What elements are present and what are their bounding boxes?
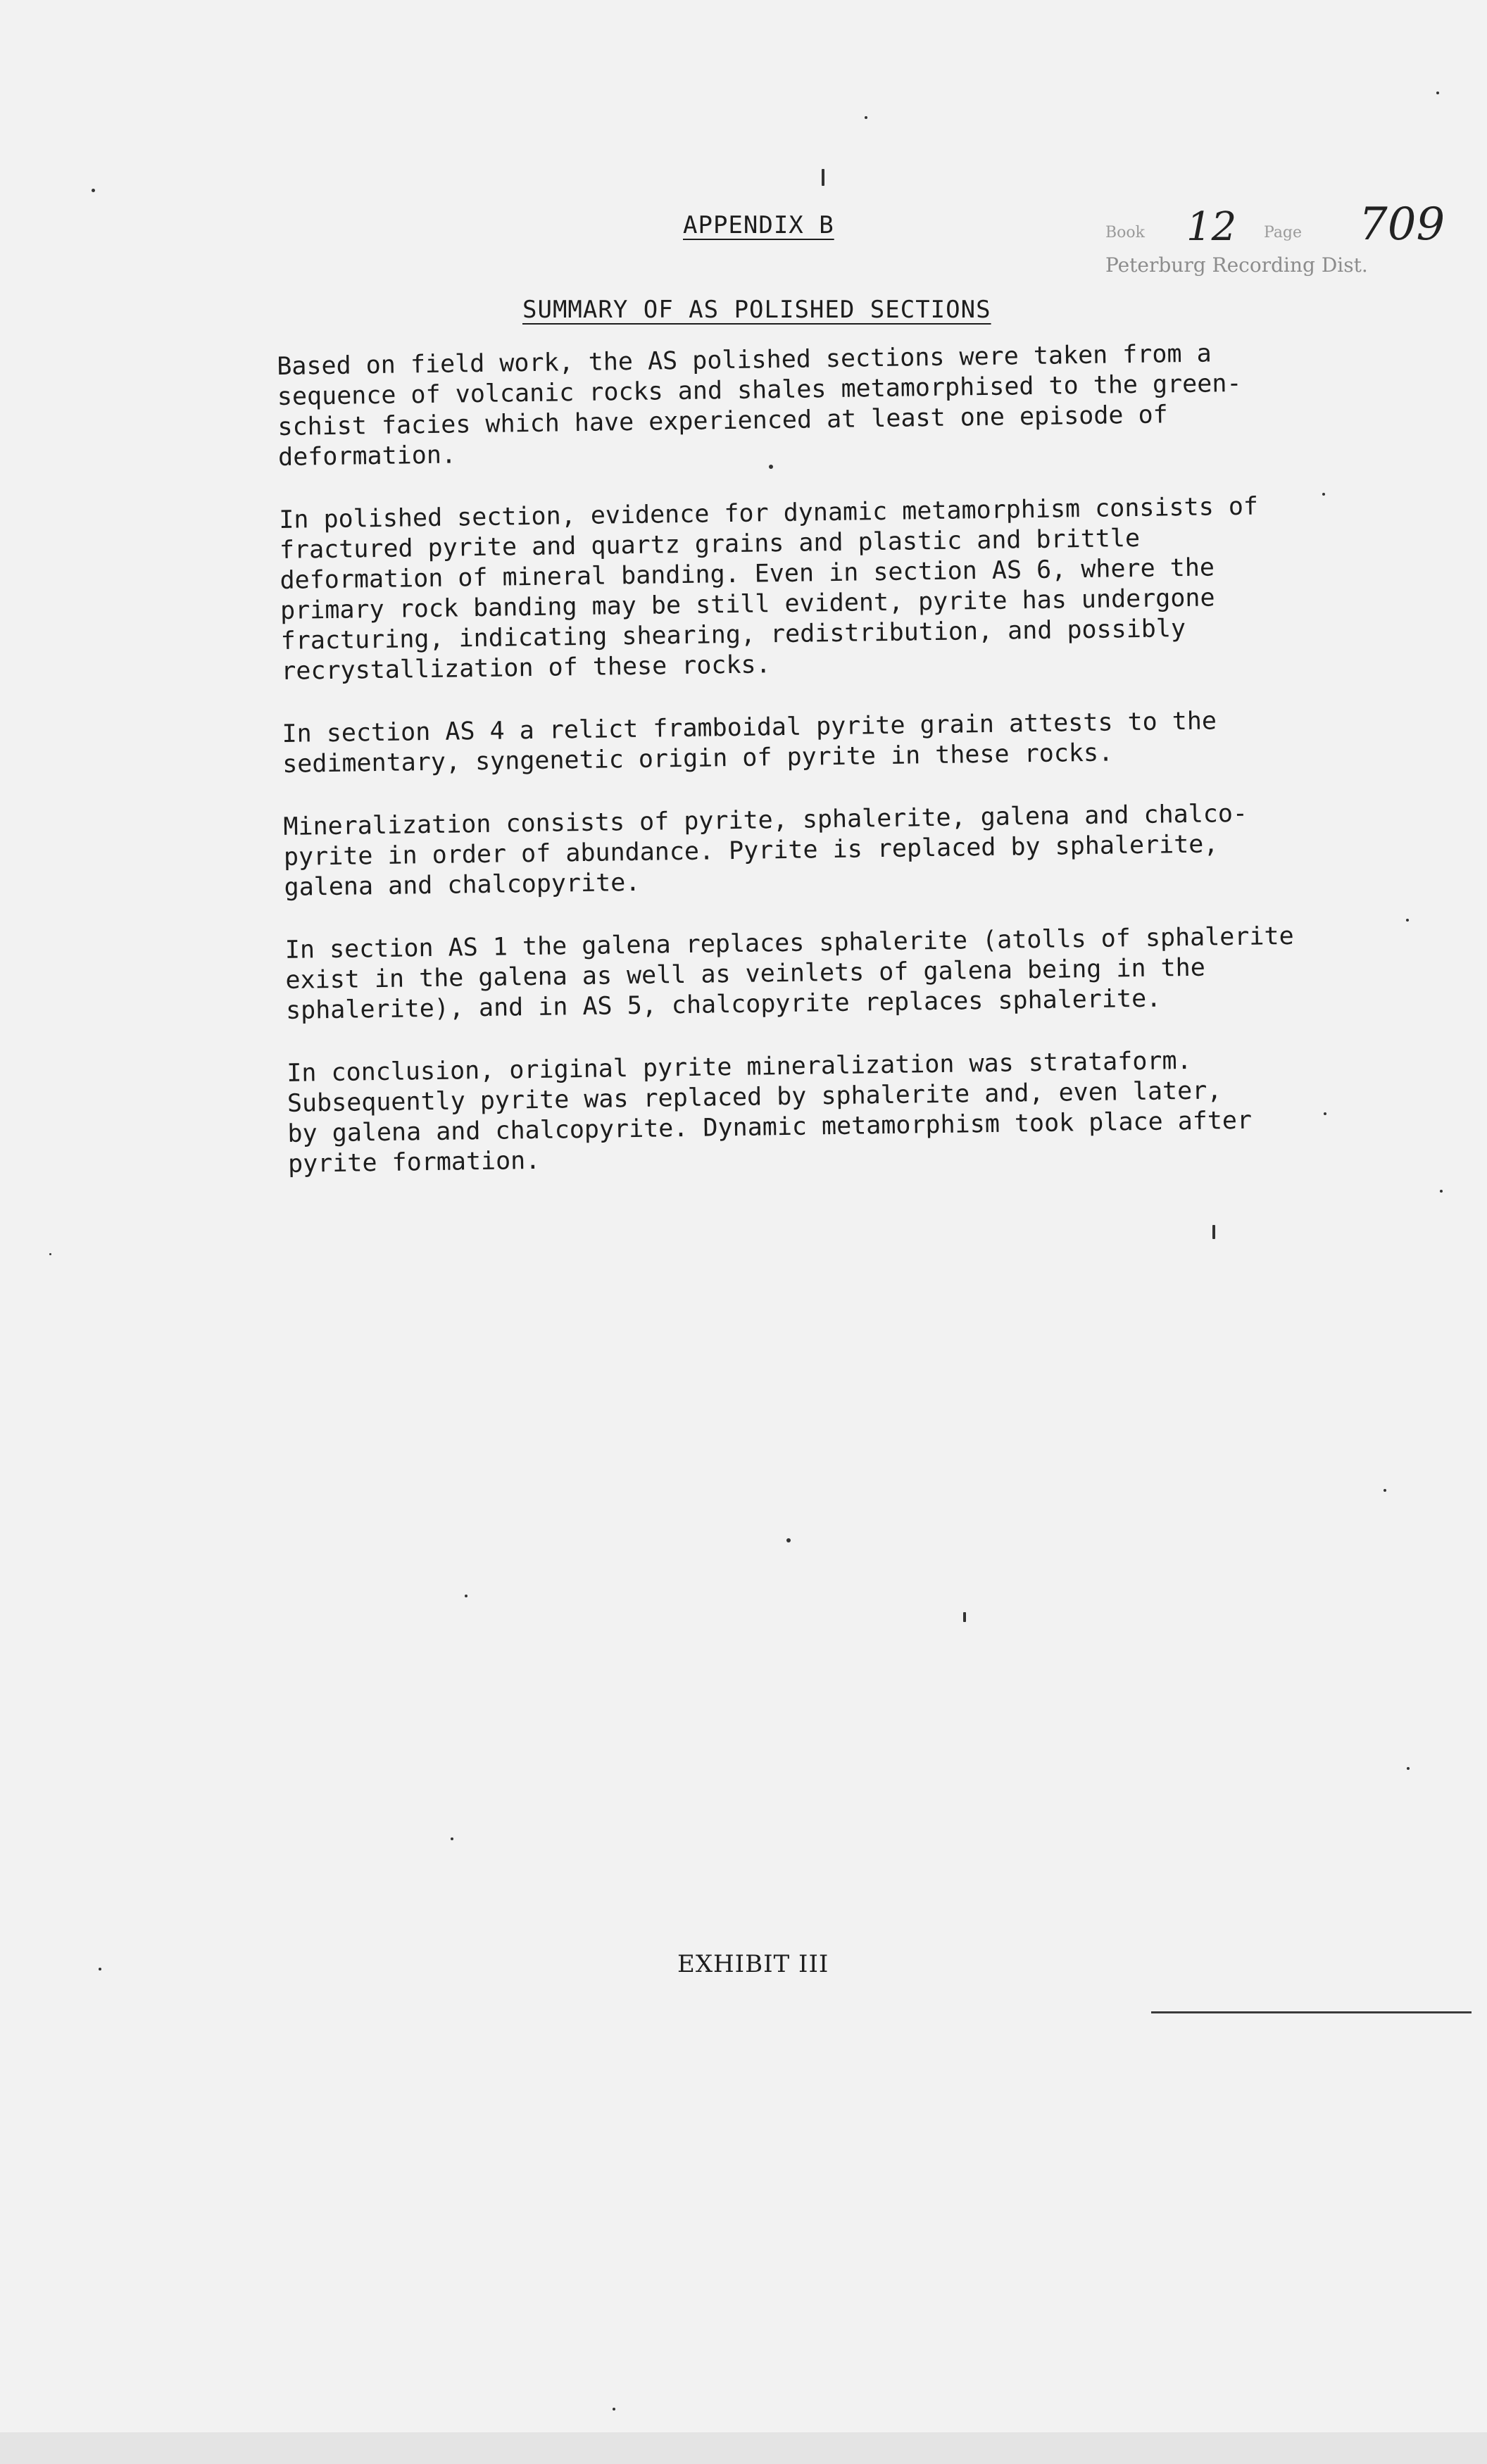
- stamp-book-number: 12: [1186, 204, 1237, 250]
- scan-speck: [1440, 1190, 1443, 1193]
- scan-speck: [451, 1837, 453, 1840]
- stamp-page-label: Page: [1264, 224, 1303, 241]
- scan-speck: [92, 189, 95, 192]
- stamp-page-number: 709: [1359, 199, 1445, 251]
- paragraph-field-work: Based on field work, the AS polished sections were taken from a sequence of volcanic rocks and shales metamorphised to the green- schist facies which have experienced at least one episode of deformation.: [277, 339, 1242, 472]
- paragraph-conclusion: In conclusion, original pyrite mineralization was strataform. Subsequently pyrite was replaced by sphalerite and, even later, by galena and chalcopyrite. Dynamic metamorphism took place after pyrite formation.: [287, 1046, 1253, 1178]
- page-bottom-edge: [0, 2432, 1487, 2464]
- scan-speck: [1324, 1112, 1326, 1115]
- scan-speck: [49, 1253, 51, 1255]
- stamp-book-label: Book: [1105, 224, 1145, 241]
- scan-speck: [865, 116, 867, 119]
- scan-speck: [963, 1612, 966, 1622]
- recording-stamp: [1105, 199, 1445, 282]
- scan-speck: [786, 1538, 791, 1542]
- scan-speck: [769, 465, 773, 469]
- scan-speck: [1212, 1225, 1215, 1239]
- exhibit-label: EXHIBIT III: [677, 1950, 829, 1978]
- scan-speck: [465, 1595, 468, 1597]
- scan-speck: [99, 1968, 101, 1970]
- scan-speck: [1436, 92, 1439, 94]
- paragraph-section-as4: In section AS 4 a relict framboidal pyrite grain attests to the sedimentary, syngenetic origin of pyrite in these rocks.: [282, 707, 1217, 779]
- scan-speck: [1407, 1767, 1410, 1770]
- stamp-district: Peterburg Recording Dist.: [1105, 253, 1368, 277]
- scan-speck: [1406, 919, 1409, 922]
- scan-speck: [1322, 493, 1325, 496]
- paragraph-section-as1: In section AS 1 the galena replaces sphalerite (atolls of sphalerite exist in the galena as well as veinlets of galena being in the sphalerite), and in AS 5, chalcopyrite replaces sphalerite.: [284, 922, 1294, 1025]
- scan-speck: [1384, 1489, 1386, 1492]
- paragraph-polished-section: In polished section, evidence for dynamic metamorphism consists of fractured pyrite and quartz grains and plastic and brittle deformation of mineral banding. Even in section AS 6, where the primary rock banding may be still evident, pyrite has undergone fracturing, indicating shearing, redistribution, and possibly recrystallization of these rocks.: [279, 492, 1259, 686]
- summary-title: SUMMARY OF AS POLISHED SECTIONS: [522, 296, 991, 324]
- bottom-rule: [1151, 2011, 1472, 2013]
- paragraph-mineralization: Mineralization consists of pyrite, sphalerite, galena and chalco- pyrite in order of abundance. Pyrite is replaced by sphalerite, galena and chalcopyrite.: [283, 799, 1248, 902]
- scan-speck: [613, 2408, 615, 2410]
- scan-speck: [822, 169, 824, 186]
- document-body: [277, 337, 1345, 1212]
- appendix-title: APPENDIX B: [683, 211, 834, 239]
